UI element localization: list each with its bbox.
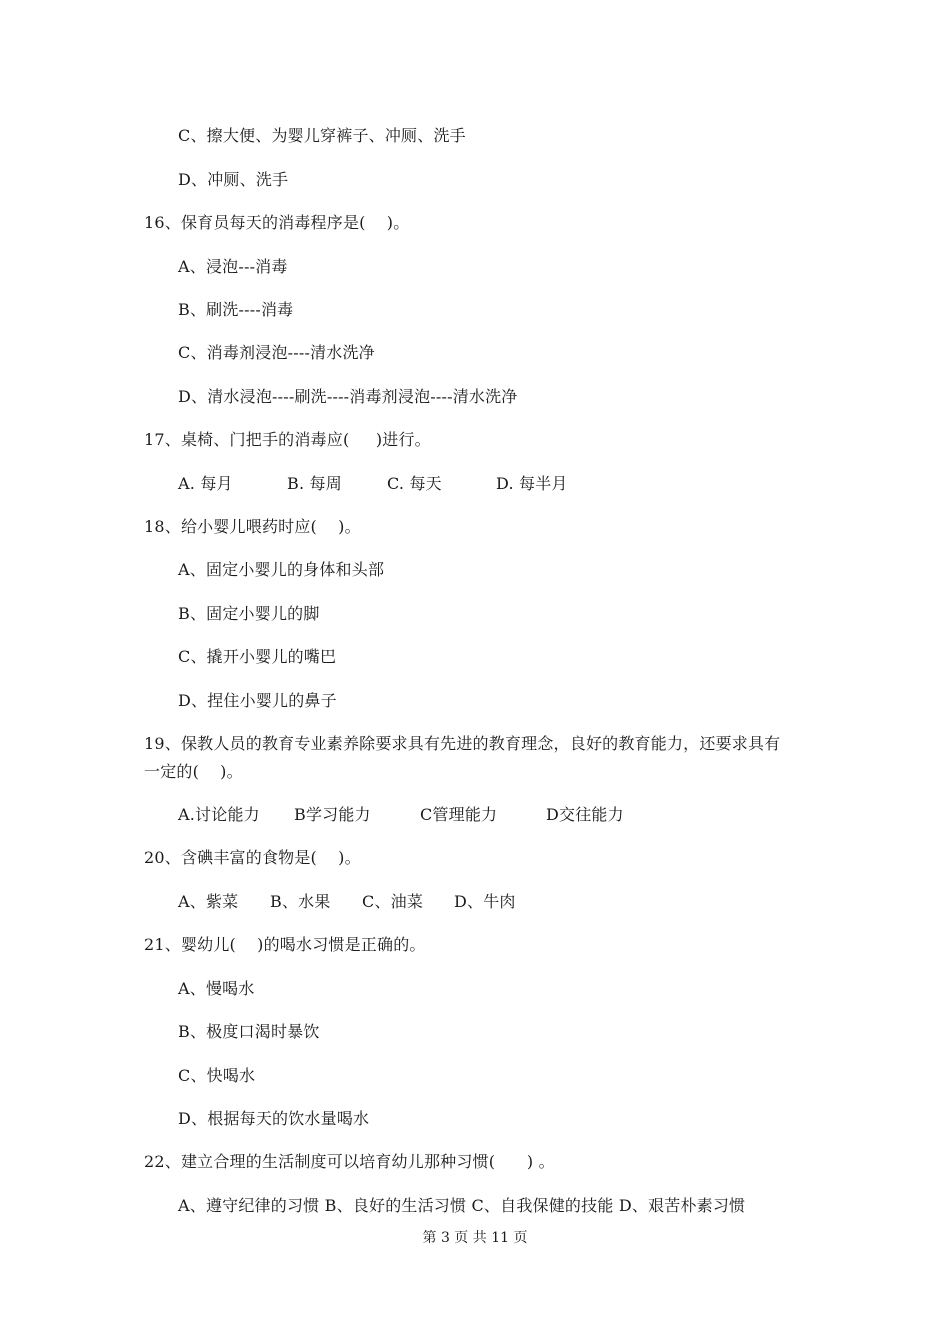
- question-19-option-b: B学习能力: [294, 805, 371, 824]
- question-17-option-c: C. 每天: [387, 474, 442, 493]
- question-16-option-b: B、刷洗----消毒: [178, 300, 294, 319]
- question-20-option-b: B、水果: [270, 892, 331, 911]
- question-21-option-a: A、慢喝水: [178, 979, 255, 998]
- question-22-options: A、遵守纪律的习惯 B、良好的生活习惯 C、自我保健的技能 D、艰苦朴素习惯: [178, 1196, 746, 1215]
- question-17-option-d: D. 每半月: [496, 474, 568, 493]
- question-19-stem-line2: 一定的( )。: [144, 762, 243, 781]
- question-18-option-d: D、捏住小婴儿的鼻子: [178, 691, 337, 710]
- page-footer: 第 3 页 共 11 页: [422, 1230, 528, 1246]
- question-19-option-a: A.讨论能力: [178, 805, 260, 824]
- question-21-option-b: B、极度口渴时暴饮: [178, 1022, 320, 1041]
- question-18-stem: 18、给小婴儿喂药时应( )。: [144, 517, 361, 536]
- question-16-stem: 16、保育员每天的消毒程序是( )。: [144, 213, 410, 232]
- question-16-option-a: A、浸泡---消毒: [178, 257, 288, 276]
- question-18-option-a: A、固定小婴儿的身体和头部: [178, 560, 385, 579]
- question-17-option-a: A. 每月: [178, 474, 233, 493]
- question-22-stem: 22、建立合理的生活制度可以培育幼儿那种习惯( ) 。: [144, 1152, 555, 1171]
- question-20-option-d: D、牛肉: [454, 892, 516, 911]
- question-19-option-d: D交往能力: [546, 805, 624, 824]
- question-20-option-c: C、油菜: [362, 892, 424, 911]
- question-21-stem: 21、婴幼儿( )的喝水习惯是正确的。: [144, 935, 426, 954]
- option-d: D、冲厕、洗手: [178, 170, 289, 189]
- question-17-stem: 17、桌椅、门把手的消毒应( )进行。: [144, 430, 431, 449]
- question-17-option-b: B. 每周: [287, 474, 342, 493]
- question-20-stem: 20、含碘丰富的食物是( )。: [144, 848, 361, 867]
- question-21-option-c: C、快喝水: [178, 1066, 256, 1085]
- question-19-stem-line1: 19、保教人员的教育专业素养除要求具有先进的教育理念，良好的教育能力，还要求具有: [144, 734, 781, 753]
- question-16-option-c: C、消毒剂浸泡----清水洗净: [178, 343, 375, 362]
- question-20-option-a: A、紫菜: [178, 892, 239, 911]
- question-16-option-d: D、清水浸泡----刷洗----消毒剂浸泡----清水洗净: [178, 387, 518, 406]
- question-19-option-c: C管理能力: [420, 805, 498, 824]
- question-21-option-d: D、根据每天的饮水量喝水: [178, 1109, 370, 1128]
- option-c: C、擦大便、为婴儿穿裤子、冲厕、洗手: [178, 126, 466, 145]
- question-18-option-c: C、撬开小婴儿的嘴巴: [178, 647, 337, 666]
- question-18-option-b: B、固定小婴儿的脚: [178, 604, 320, 623]
